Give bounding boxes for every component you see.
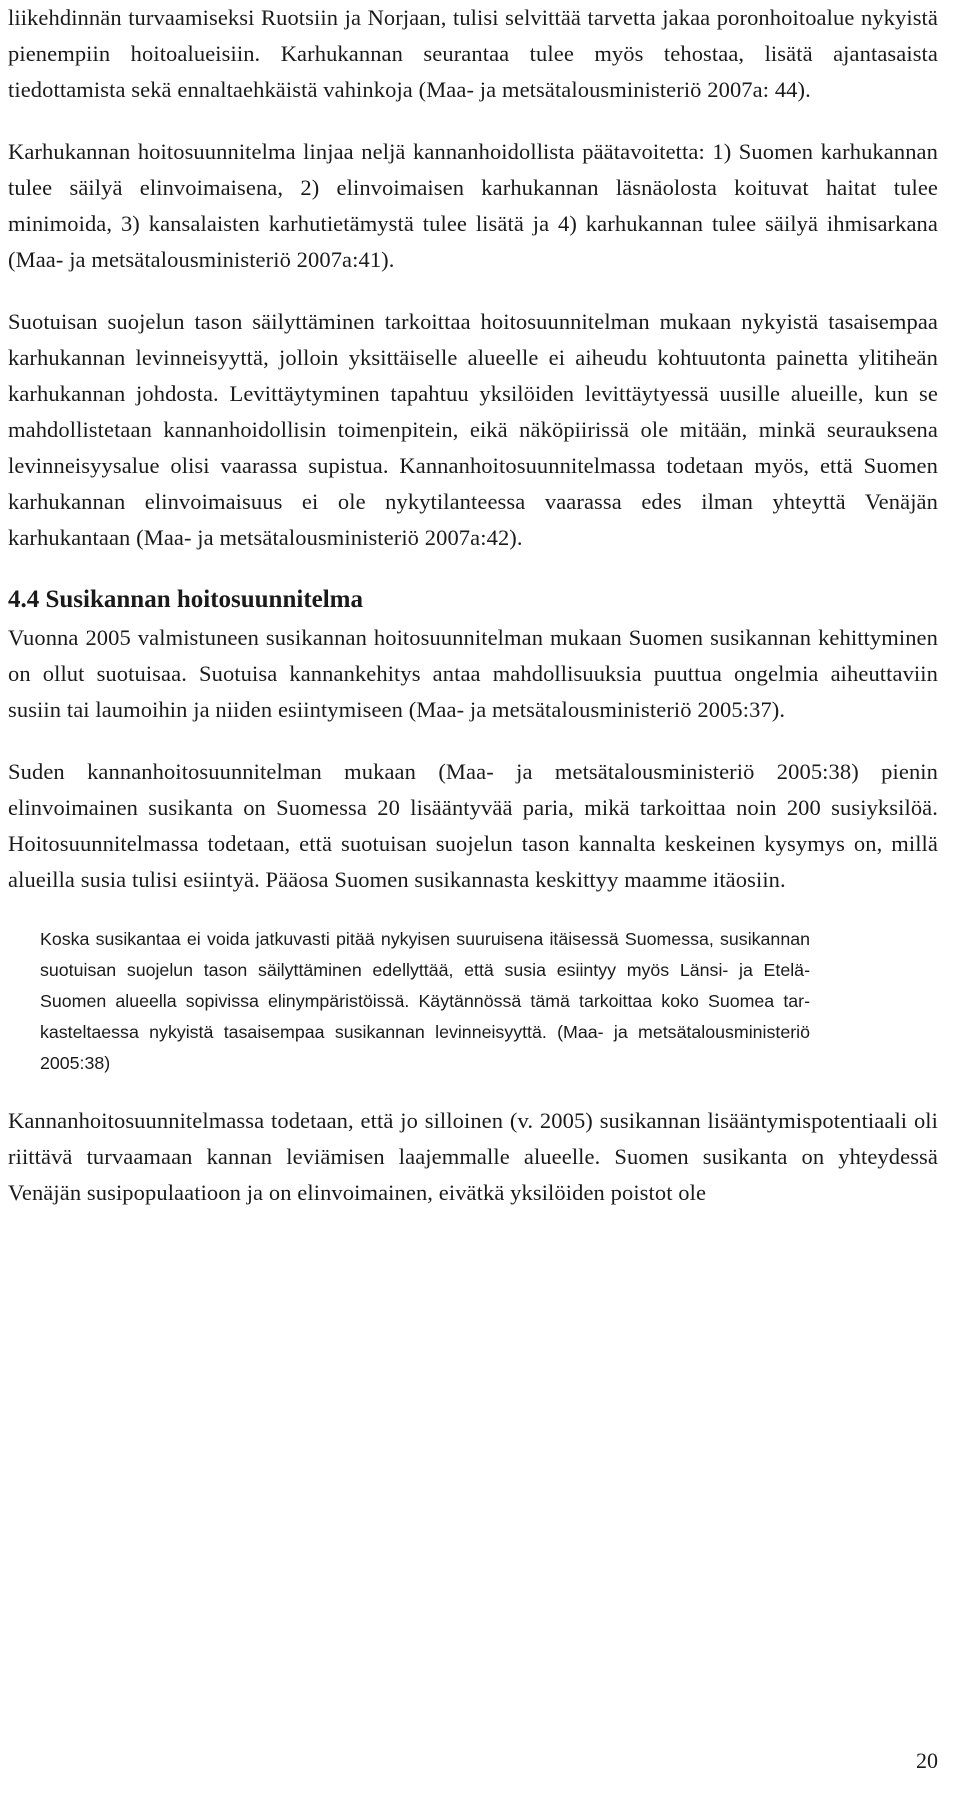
- section-heading: 4.4 Susikannan hoitosuunnitelma: [8, 586, 364, 613]
- page-number: 20: [916, 1748, 938, 1773]
- body-paragraph: Karhukannan hoitosuunnitelma linjaa neljä kannanhoidollista päätavoitetta: 1) Suomen karhukannan tulee säilyä elinvoimaisena, 2) elinvoimaisen karhukannan läsnäolosta koituvat haitat tulee minimoida, 3) kansalaisten karhutietämystä tulee lisätä ja 4) karhukannan tulee säilyä ihmisarkana (Maa- ja metsätalousministeriö 2007a:41).: [8, 139, 938, 272]
- body-paragraph: liikehdinnän turvaamiseksi Ruotsiin ja Norjaan, tulisi selvittää tarvetta jakaa poronhoitoalue nykyistä pienempiin hoitoalueisiin. Karhukannan seurantaa tulee myös tehostaa, lisätä ajantasaista tiedottamista sekä ennaltaehkäistä vahinkoja (Maa- ja metsätalousministeriö 2007a: 44).: [8, 5, 938, 102]
- document-page: [8, 0, 938, 1237]
- body-paragraph: Kannanhoitosuunnitelmassa todetaan, että jo silloinen (v. 2005) susikannan lisääntymispotentiaali oli riittävä turvaamaan kannan leviämisen laajemmalle alueelle. Suomen susikanta on yhteydessä Venäjän susipopulaatioon ja on elinvoimainen, eivätkä yksilöiden poistot ole: [8, 1108, 938, 1205]
- block-quote: Koska susikantaa ei voida jatkuvasti pitää nykyisen suuruisena itäisessä Suomessa, susikannan suotuisan suojelun tason säilyttäminen edellyttää, että susia esiintyy myös Länsi- ja Etelä-Suomen alueella sopivissa elinympäristöissä. Käytännössä tämä tarkoittaa koko Suomea tar-kasteltaessa nykyistä tasaisempaa susikannan levinneisyyttä. (Maa- ja metsätalousministeriö 2005:38): [40, 929, 810, 1073]
- body-paragraph: Vuonna 2005 valmistuneen susikannan hoitosuunnitelman mukaan Suomen susikannan kehittyminen on ollut suotuisaa. Suotuisa kannankehitys antaa mahdollisuuksia puuttua ongelmia aiheuttaviin susiin tai laumoihin ja niiden esiintymiseen (Maa- ja metsätalousministeriö 2005:37).: [8, 625, 938, 722]
- body-paragraph: Suotuisan suojelun tason säilyttäminen tarkoittaa hoitosuunnitelman mukaan nykyistä tasaisempaa karhukannan levinneisyyttä, jolloin yksittäiselle alueelle ei aiheudu kohtuutonta painetta ylitiheän karhukannan johdosta. Levittäytyminen tapahtuu yksilöiden levittäytyessä uusille alueille, kun se mahdollistetaan kannanhoidollisin toimenpitein, eikä näköpiirissä ole mitään, minkä seurauksena levinneisyysalue olisi vaarassa supistua. Kannanhoitosuunnitelmassa todetaan myös, että Suomen karhukannan elinvoimaisuus ei ole nykytilanteessa vaarassa edes ilman yhteyttä Venäjän karhukantaan (Maa- ja metsätalousministeriö 2007a:42).: [8, 309, 938, 550]
- body-paragraph: Suden kannanhoitosuunnitelman mukaan (Maa- ja metsätalousministeriö 2005:38) pienin elinvoimainen susikanta on Suomessa 20 lisääntyvää paria, mikä tarkoittaa noin 200 susiyksilöä. Hoitosuunnitelmassa todetaan, että suotuisan suojelun tason kannalta keskeinen kysymys on, millä alueilla susia tulisi esiintyä. Pääosa Suomen susikannasta keskittyy maamme itäosiin.: [8, 759, 938, 892]
